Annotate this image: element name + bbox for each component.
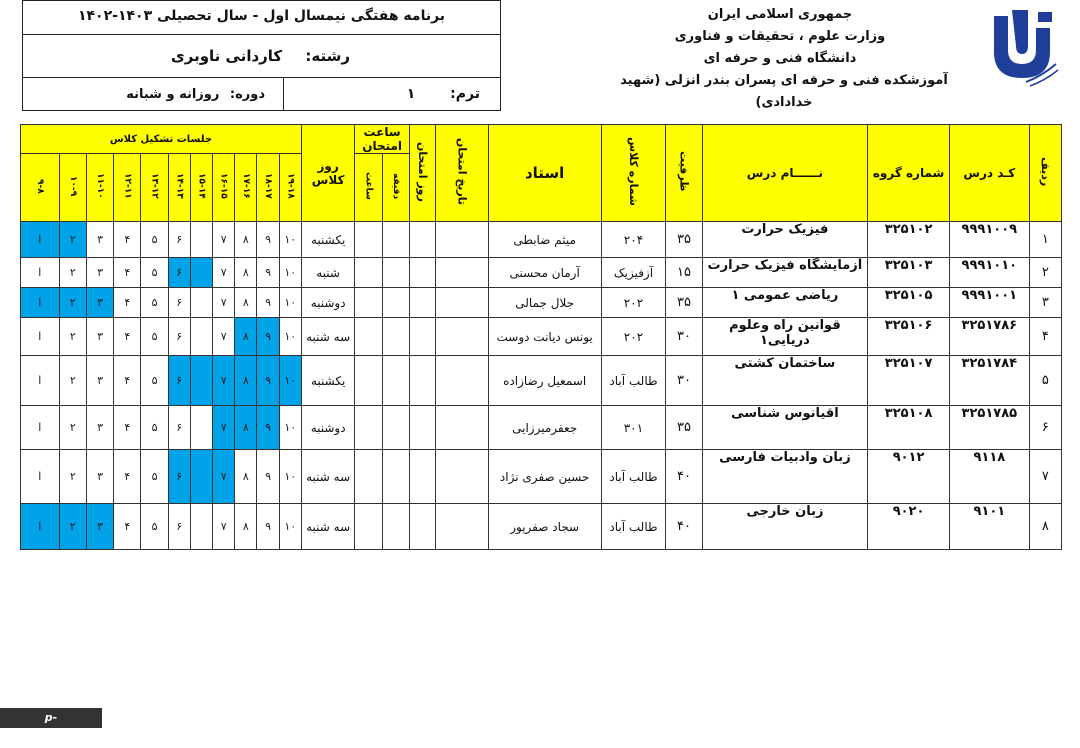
exam-date-cell xyxy=(436,318,488,356)
session-slot-cell: ۱۰ xyxy=(279,258,301,288)
header-course-code: کـد درس xyxy=(949,125,1029,222)
exam-date-cell xyxy=(436,258,488,288)
session-slot-cell: ۴ xyxy=(114,258,141,288)
session-slot-cell: ۵ xyxy=(141,356,168,406)
class-day-cell: سه شنبه xyxy=(301,450,355,504)
session-slot-cell: ۹ xyxy=(257,288,279,318)
exam-day-cell xyxy=(409,356,435,406)
uni-line-1: جمهوری اسلامی ایران xyxy=(707,7,853,22)
exam-day-cell xyxy=(409,258,435,288)
class-day-cell: سه شنبه xyxy=(301,504,355,550)
table-row xyxy=(21,406,1062,450)
header-time-slot: ۹-۸ xyxy=(21,154,60,222)
session-slot-cell: ۶ xyxy=(168,222,190,258)
session-slot-cell: ۳ xyxy=(86,450,113,504)
header-class-day: روز کلاس xyxy=(301,125,355,222)
header-sessions: جلسات تشکیل کلاس xyxy=(21,125,302,154)
session-slot-cell xyxy=(190,450,212,504)
table-row xyxy=(21,450,1062,504)
session-slot-cell: ۷ xyxy=(213,258,235,288)
session-slot-cell: ۷ xyxy=(213,318,235,356)
session-slot-cell: ۷ xyxy=(213,356,235,406)
session-slot-cell: ۱۰ xyxy=(279,288,301,318)
exam-hour-cell xyxy=(355,288,382,318)
course-name-cell: زبان وادبیات فارسی xyxy=(702,450,868,504)
session-slot-cell: ۹ xyxy=(257,450,279,504)
group-number-cell: ۳۲۵۱۰۲ xyxy=(868,222,950,258)
session-slot-cell: ۴ xyxy=(114,288,141,318)
group-number-cell: ۹۰۱۲ xyxy=(868,450,950,504)
capacity-cell: ۳۵ xyxy=(666,288,702,318)
exam-day-cell xyxy=(409,318,435,356)
class-day-cell: دوشنبه xyxy=(301,288,355,318)
session-slot-cell: ۶ xyxy=(168,406,190,450)
session-slot-cell: ا xyxy=(21,450,60,504)
exam-hour-cell xyxy=(355,504,382,550)
session-slot-cell: ۱۰ xyxy=(279,504,301,550)
class-day-cell: سه شنبه xyxy=(301,318,355,356)
course-code-cell: ۹۱۱۸ xyxy=(949,450,1029,504)
session-slot-cell: ۲ xyxy=(59,288,86,318)
exam-date-cell xyxy=(436,356,488,406)
session-slot-cell: ۹ xyxy=(257,318,279,356)
session-slot-cell: ۸ xyxy=(235,504,257,550)
exam-minute-cell xyxy=(382,356,409,406)
header-group-number: شماره گروه xyxy=(868,125,950,222)
session-slot-cell: ۴ xyxy=(114,504,141,550)
group-number-cell: ۳۲۵۱۰۵ xyxy=(868,288,950,318)
session-slot-cell: ۵ xyxy=(141,406,168,450)
row-number-cell: ۶ xyxy=(1029,406,1061,450)
session-slot-cell: ۷ xyxy=(213,222,235,258)
capacity-cell: ۳۰ xyxy=(666,318,702,356)
session-slot-cell xyxy=(190,356,212,406)
exam-date-cell xyxy=(436,288,488,318)
session-slot-cell: ۴ xyxy=(114,406,141,450)
header-hour: ساعت xyxy=(355,154,382,222)
exam-hour-cell xyxy=(355,406,382,450)
course-code-cell: ۳۲۵۱۷۸۴ xyxy=(949,356,1029,406)
period-cell xyxy=(23,78,285,110)
header-time-slot: ۱۶-۱۵ xyxy=(213,154,235,222)
header-row-number: ردیف xyxy=(1029,125,1061,222)
exam-minute-cell xyxy=(382,288,409,318)
exam-day-cell xyxy=(409,222,435,258)
session-slot-cell: ۲ xyxy=(59,450,86,504)
session-slot-cell: ۱۰ xyxy=(279,450,301,504)
course-name-cell: قوانین راه وعلوم دریایی۱ xyxy=(702,318,868,356)
capacity-cell: ۴۰ xyxy=(666,450,702,504)
session-slot-cell: ا xyxy=(21,222,60,258)
header-time-slot: ۱۱-۱۰ xyxy=(86,154,113,222)
session-slot-cell: ۹ xyxy=(257,222,279,258)
session-slot-cell: ۲ xyxy=(59,318,86,356)
period-value: روزانه و شبانه xyxy=(126,87,220,102)
session-slot-cell: ا xyxy=(21,288,60,318)
course-name-cell: اقیانوس شناسی xyxy=(702,406,868,450)
exam-hour-cell xyxy=(355,318,382,356)
teacher-cell: جلال جمالی xyxy=(488,288,601,318)
header-time-slot: ۱۴-۱۳ xyxy=(168,154,190,222)
header-exam-time: ساعت امتحان xyxy=(355,125,410,154)
session-slot-cell: ا xyxy=(21,406,60,450)
session-slot-cell: ۳ xyxy=(86,406,113,450)
row-number-cell: ۸ xyxy=(1029,504,1061,550)
capacity-cell: ۳۵ xyxy=(666,406,702,450)
header-time-slot: ۱۷-۱۶ xyxy=(235,154,257,222)
session-slot-cell: ۵ xyxy=(141,288,168,318)
program-title: برنامه هفتگی نیمسال اول - سال تحصیلی ۱۴۰۳-۱۴۰۲ xyxy=(23,1,500,35)
row-number-cell: ۴ xyxy=(1029,318,1061,356)
session-slot-cell: ۵ xyxy=(141,258,168,288)
header-time-slot: ۱۵-۱۴ xyxy=(190,154,212,222)
session-slot-cell: ۹ xyxy=(257,258,279,288)
session-slot-cell: ۳ xyxy=(86,222,113,258)
room-cell: ۳۰۱ xyxy=(601,406,666,450)
session-slot-cell: ۶ xyxy=(168,504,190,550)
session-slot-cell: ۴ xyxy=(114,222,141,258)
teacher-cell: جعفرمیرزایی xyxy=(488,406,601,450)
teacher-cell: یونس دیانت دوست xyxy=(488,318,601,356)
session-slot-cell: ۲ xyxy=(59,406,86,450)
row-number-cell: ۱ xyxy=(1029,222,1061,258)
uni-line-3: دانشگاه فنی و حرفه ای xyxy=(703,51,857,66)
session-slot-cell: ۸ xyxy=(235,450,257,504)
uni-line-4: آموزشکده فنی و حرفه ای پسران بندر انزلی (شهید خدادادی) xyxy=(620,73,948,110)
exam-date-cell xyxy=(436,450,488,504)
session-slot-cell: ۹ xyxy=(257,406,279,450)
row-number-cell: ۵ xyxy=(1029,356,1061,406)
class-day-cell: دوشنبه xyxy=(301,406,355,450)
session-slot-cell: ۳ xyxy=(86,318,113,356)
course-code-cell: ۹۹۹۱۰۰۱ xyxy=(949,288,1029,318)
course-name-cell: زبان خارجی xyxy=(702,504,868,550)
session-slot-cell: ا xyxy=(21,318,60,356)
teacher-cell: حسین صفری نژاد xyxy=(488,450,601,504)
session-slot-cell: ۸ xyxy=(235,288,257,318)
session-slot-cell xyxy=(190,504,212,550)
header-time-slot: ۱۸-۱۷ xyxy=(257,154,279,222)
exam-day-cell xyxy=(409,288,435,318)
class-day-cell: شنبه xyxy=(301,258,355,288)
table-row xyxy=(21,318,1062,356)
header-time-slot: ۱۳-۱۲ xyxy=(141,154,168,222)
session-slot-cell: ۳ xyxy=(86,258,113,288)
session-slot-cell: ۷ xyxy=(213,450,235,504)
exam-day-cell xyxy=(409,504,435,550)
header-minute: دقیقه xyxy=(382,154,409,222)
table-row xyxy=(21,504,1062,550)
exam-minute-cell xyxy=(382,406,409,450)
exam-date-cell xyxy=(436,504,488,550)
session-slot-cell: ۸ xyxy=(235,258,257,288)
exam-minute-cell xyxy=(382,450,409,504)
program-header-box xyxy=(22,0,501,111)
room-cell: طالب آباد xyxy=(601,356,666,406)
exam-minute-cell xyxy=(382,258,409,288)
session-slot-cell: ۲ xyxy=(59,504,86,550)
session-slot-cell: ۱۰ xyxy=(279,318,301,356)
teacher-cell: آرمان محسنی xyxy=(488,258,601,288)
room-cell: ۲۰۲ xyxy=(601,288,666,318)
table-row xyxy=(21,288,1062,318)
session-slot-cell: ۲ xyxy=(59,258,86,288)
teacher-cell: سجاد صفرپور xyxy=(488,504,601,550)
session-slot-cell: ۷ xyxy=(213,406,235,450)
header-time-slot: ۱۰-۹ xyxy=(59,154,86,222)
header-time-slot: ۱۲-۱۱ xyxy=(114,154,141,222)
group-number-cell: ۳۲۵۱۰۳ xyxy=(868,258,950,288)
term-cell xyxy=(283,78,500,110)
session-slot-cell: ۶ xyxy=(168,318,190,356)
exam-hour-cell xyxy=(355,450,382,504)
session-slot-cell: ۵ xyxy=(141,504,168,550)
session-slot-cell: ۵ xyxy=(141,450,168,504)
exam-minute-cell xyxy=(382,318,409,356)
course-name-cell: ریاضی عمومی ۱ xyxy=(702,288,868,318)
exam-hour-cell xyxy=(355,222,382,258)
session-slot-cell: ۲ xyxy=(59,356,86,406)
table-row xyxy=(21,356,1062,406)
header-course-name: نــــــام درس xyxy=(702,125,868,222)
session-slot-cell xyxy=(190,406,212,450)
session-slot-cell: ۸ xyxy=(235,406,257,450)
session-slot-cell xyxy=(190,258,212,288)
group-number-cell: ۹۰۲۰ xyxy=(868,504,950,550)
header-exam-day: روز امتحان xyxy=(409,125,435,222)
row-number-cell: ۳ xyxy=(1029,288,1061,318)
session-slot-cell: ۴ xyxy=(114,450,141,504)
session-slot-cell: ۷ xyxy=(213,504,235,550)
course-code-cell: ۳۲۵۱۷۸۶ xyxy=(949,318,1029,356)
session-slot-cell: ۵ xyxy=(141,222,168,258)
session-slot-cell: ۴ xyxy=(114,318,141,356)
session-slot-cell xyxy=(190,318,212,356)
session-slot-cell: ا xyxy=(21,356,60,406)
session-slot-cell: ۶ xyxy=(168,356,190,406)
teacher-cell: میثم ضابطی xyxy=(488,222,601,258)
session-slot-cell: ۱۰ xyxy=(279,406,301,450)
session-slot-cell: ۹ xyxy=(257,504,279,550)
teacher-cell: اسمعیل رضازاده xyxy=(488,356,601,406)
session-slot-cell: ۹ xyxy=(257,356,279,406)
session-slot-cell: ۷ xyxy=(213,288,235,318)
exam-minute-cell xyxy=(382,504,409,550)
footer-site-url[interactable]: p-anzali.tvu.ac.ir xyxy=(0,708,102,728)
field-value: کاردانی ناوبری xyxy=(170,47,283,65)
session-slot-cell xyxy=(190,222,212,258)
session-slot-cell: ۸ xyxy=(235,222,257,258)
course-name-cell: آزمایشگاه فیزیک حرارت xyxy=(702,258,868,288)
room-cell: آزفیزیک xyxy=(601,258,666,288)
field-row xyxy=(23,34,500,78)
table-row xyxy=(21,222,1062,258)
course-code-cell: ۹۱۰۱ xyxy=(949,504,1029,550)
room-cell: طالب آباد xyxy=(601,504,666,550)
group-number-cell: ۳۲۵۱۰۷ xyxy=(868,356,950,406)
exam-date-cell xyxy=(436,222,488,258)
header-capacity: ظرفیت xyxy=(666,125,702,222)
exam-date-cell xyxy=(436,406,488,450)
class-day-cell: یکشنبه xyxy=(301,356,355,406)
session-slot-cell: ۶ xyxy=(168,450,190,504)
exam-hour-cell xyxy=(355,258,382,288)
uni-line-2: وزارت علوم ، تحقیقات و فناوری xyxy=(674,29,886,44)
session-slot-cell: ۸ xyxy=(235,318,257,356)
session-slot-cell: ۱۰ xyxy=(279,356,301,406)
capacity-cell: ۳۰ xyxy=(666,356,702,406)
room-cell: طالب آباد xyxy=(601,450,666,504)
row-number-cell: ۷ xyxy=(1029,450,1061,504)
header-room: شماره کلاس xyxy=(601,125,666,222)
row-number-cell: ۲ xyxy=(1029,258,1061,288)
session-slot-cell: ا xyxy=(21,504,60,550)
exam-hour-cell xyxy=(355,356,382,406)
session-slot-cell: ا xyxy=(21,258,60,288)
header-exam-date: تاریخ امتحان xyxy=(436,125,488,222)
session-slot-cell: ۶ xyxy=(168,288,190,318)
exam-day-cell xyxy=(409,450,435,504)
session-slot-cell: ۵ xyxy=(141,318,168,356)
course-code-cell: ۹۹۹۱۰۱۰ xyxy=(949,258,1029,288)
table-row xyxy=(21,258,1062,288)
course-code-cell: ۹۹۹۱۰۰۹ xyxy=(949,222,1029,258)
session-slot-cell: ۲ xyxy=(59,222,86,258)
course-name-cell: ساختمان کشتی xyxy=(702,356,868,406)
group-number-cell: ۳۲۵۱۰۶ xyxy=(868,318,950,356)
capacity-cell: ۳۵ xyxy=(666,222,702,258)
session-slot-cell: ۶ xyxy=(168,258,190,288)
exam-day-cell xyxy=(409,406,435,450)
university-block xyxy=(620,4,948,114)
course-code-cell: ۳۲۵۱۷۸۵ xyxy=(949,406,1029,450)
room-cell: ۲۰۲ xyxy=(601,318,666,356)
schedule-table xyxy=(20,124,1062,550)
capacity-cell: ۴۰ xyxy=(666,504,702,550)
header-time-slot: ۱۹-۱۸ xyxy=(279,154,301,222)
term-period-row xyxy=(23,78,500,110)
group-number-cell: ۳۲۵۱۰۸ xyxy=(868,406,950,450)
session-slot-cell xyxy=(190,288,212,318)
university-logo-icon xyxy=(982,6,1062,90)
session-slot-cell: ۳ xyxy=(86,288,113,318)
period-label: دوره: xyxy=(229,87,265,102)
session-slot-cell: ۳ xyxy=(86,504,113,550)
header-teacher: استاد xyxy=(488,125,601,222)
capacity-cell: ۱۵ xyxy=(666,258,702,288)
term-value: ۱ xyxy=(406,86,416,102)
session-slot-cell: ۳ xyxy=(86,356,113,406)
term-label: ترم: xyxy=(450,86,480,102)
session-slot-cell: ۱۰ xyxy=(279,222,301,258)
session-slot-cell: ۸ xyxy=(235,356,257,406)
field-label: رشته: xyxy=(305,47,350,65)
course-name-cell: فیزیک حرارت xyxy=(702,222,868,258)
exam-minute-cell xyxy=(382,222,409,258)
session-slot-cell: ۴ xyxy=(114,356,141,406)
room-cell: ۲۰۴ xyxy=(601,222,666,258)
class-day-cell: یکشنبه xyxy=(301,222,355,258)
